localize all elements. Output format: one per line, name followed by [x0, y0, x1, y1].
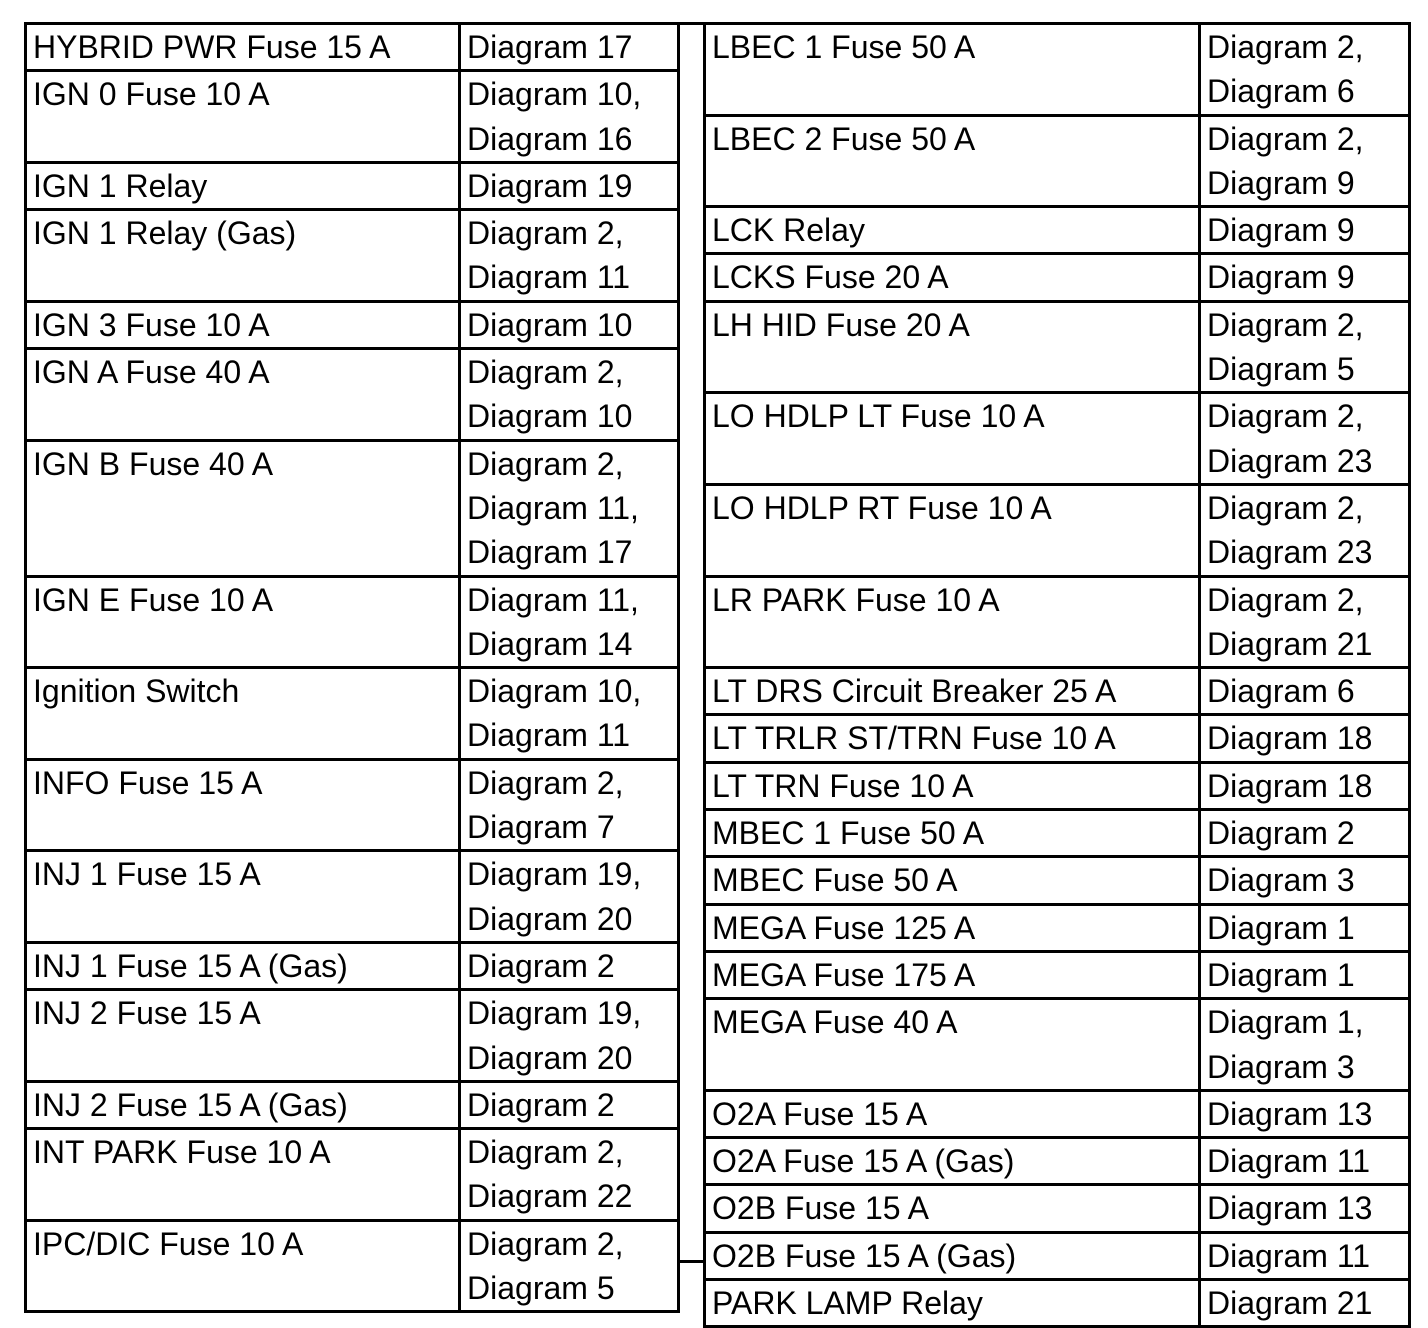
- diagram-cell: [460, 162, 679, 209]
- component-cell: [705, 810, 1200, 857]
- diagram-ref: Diagram 19,: [467, 856, 642, 893]
- component-name: IGN A Fuse 40 A: [33, 354, 270, 391]
- component-name: INJ 2 Fuse 15 A: [33, 995, 261, 1032]
- component-name: LCK Relay: [712, 212, 865, 249]
- diagram-ref: Diagram 2,: [467, 215, 624, 252]
- diagram-cell: [1200, 484, 1410, 576]
- diagram-ref: Diagram 11: [467, 259, 631, 296]
- diagram-cell: [460, 851, 679, 943]
- component-name: LT TRN Fuse 10 A: [712, 767, 974, 804]
- diagram-ref: Diagram 13: [1207, 1190, 1373, 1227]
- table-row: [705, 576, 1410, 668]
- diagram-ref: Diagram 11,: [467, 581, 639, 618]
- component-name: O2A Fuse 15 A: [712, 1095, 928, 1132]
- component-cell: [26, 990, 460, 1082]
- component-name: IGN 0 Fuse 10 A: [33, 76, 270, 113]
- component-name: O2A Fuse 15 A (Gas): [712, 1143, 1015, 1180]
- component-cell: [705, 1090, 1200, 1137]
- component-cell: [705, 762, 1200, 809]
- diagram-ref: Diagram 9: [1207, 164, 1355, 201]
- diagram-cell: [1200, 1185, 1410, 1232]
- component-cell: [705, 115, 1200, 207]
- component-name: LH HID Fuse 20 A: [712, 306, 970, 343]
- component-cell: [26, 1081, 460, 1128]
- diagram-ref: Diagram 22: [467, 1178, 633, 1215]
- table-row: [705, 254, 1410, 301]
- diagram-cell: [460, 440, 679, 576]
- table-row: [26, 210, 679, 302]
- diagram-cell: [1200, 115, 1410, 207]
- component-name: MBEC 1 Fuse 50 A: [712, 815, 985, 852]
- diagram-ref: Diagram 6: [1207, 673, 1355, 710]
- diagram-ref: Diagram 6: [1207, 73, 1355, 110]
- component-cell: [705, 484, 1200, 576]
- table-row: [705, 1185, 1410, 1232]
- table-row: [705, 857, 1410, 904]
- diagram-ref: Diagram 11,: [467, 489, 639, 526]
- diagram-ref: Diagram 17: [467, 29, 633, 65]
- component-name: INJ 1 Fuse 15 A (Gas): [33, 947, 348, 984]
- diagram-ref: Diagram 1: [1207, 909, 1355, 946]
- diagram-cell: [1200, 1138, 1410, 1185]
- diagram-ref: Diagram 10,: [467, 76, 642, 113]
- component-cell: [26, 759, 460, 851]
- component-name: LR PARK Fuse 10 A: [712, 581, 1000, 618]
- fuse-index-table-right: [703, 22, 1411, 1328]
- component-name: IGN B Fuse 40 A: [33, 445, 274, 482]
- diagram-ref: Diagram 3: [1207, 1048, 1355, 1085]
- diagram-ref: Diagram 2,: [467, 1134, 624, 1171]
- diagram-ref: Diagram 11: [1207, 1143, 1371, 1180]
- column-gap: [677, 22, 703, 1263]
- diagram-ref: Diagram 5: [1207, 351, 1355, 388]
- diagram-cell: [1200, 951, 1410, 998]
- component-name: IGN 1 Relay (Gas): [33, 215, 297, 252]
- component-cell: [26, 851, 460, 943]
- diagram-cell: [460, 1081, 679, 1128]
- component-cell: [705, 24, 1200, 116]
- diagram-cell: [1200, 576, 1410, 668]
- diagram-ref: Diagram 11: [467, 717, 631, 754]
- diagram-ref: Diagram 2,: [1207, 306, 1364, 343]
- component-cell: [705, 1232, 1200, 1279]
- table-row: [705, 484, 1410, 576]
- component-name: INT PARK Fuse 10 A: [33, 1134, 331, 1171]
- diagram-cell: [460, 24, 679, 71]
- component-cell: [705, 715, 1200, 762]
- diagram-cell: [460, 990, 679, 1082]
- component-cell: [26, 24, 460, 71]
- diagram-cell: [1200, 999, 1410, 1091]
- component-name: INJ 1 Fuse 15 A: [33, 856, 261, 893]
- component-name: HYBRID PWR Fuse 15 A: [33, 29, 391, 65]
- component-name: LO HDLP LT Fuse 10 A: [712, 398, 1045, 435]
- component-cell: [705, 1280, 1200, 1327]
- diagram-cell: [460, 1129, 679, 1221]
- component-name: IGN E Fuse 10 A: [33, 581, 274, 618]
- fuse-index-table-left: [24, 22, 680, 1313]
- diagram-ref: Diagram 2,: [467, 354, 624, 391]
- component-cell: [26, 942, 460, 989]
- table-row: [705, 904, 1410, 951]
- diagram-ref: Diagram 1,: [1207, 1004, 1364, 1041]
- component-name: LT DRS Circuit Breaker 25 A: [712, 673, 1117, 710]
- diagram-ref: Diagram 17: [467, 534, 633, 571]
- diagram-cell: [1200, 301, 1410, 393]
- table-row: [705, 715, 1410, 762]
- diagram-cell: [1200, 254, 1410, 301]
- diagram-cell: [460, 576, 679, 668]
- component-name: O2B Fuse 15 A (Gas): [712, 1237, 1017, 1274]
- diagram-ref: Diagram 18: [1207, 767, 1373, 804]
- diagram-ref: Diagram 2,: [1207, 120, 1364, 157]
- component-cell: [705, 951, 1200, 998]
- diagram-ref: Diagram 1: [1207, 956, 1355, 993]
- diagram-cell: [1200, 762, 1410, 809]
- diagram-ref: Diagram 2: [1207, 815, 1355, 852]
- diagram-ref: Diagram 7: [467, 809, 615, 846]
- diagram-ref: Diagram 9: [1207, 212, 1355, 249]
- component-name: PARK LAMP Relay: [712, 1285, 983, 1322]
- table-row: [26, 668, 679, 760]
- component-cell: [26, 71, 460, 163]
- component-cell: [705, 393, 1200, 485]
- diagram-cell: [1200, 810, 1410, 857]
- component-name: IGN 1 Relay: [33, 167, 208, 204]
- diagram-ref: Diagram 2,: [1207, 398, 1364, 435]
- diagram-cell: [460, 668, 679, 760]
- diagram-ref: Diagram 23: [1207, 534, 1373, 571]
- table-row: [705, 1280, 1410, 1327]
- diagram-ref: Diagram 2,: [467, 445, 624, 482]
- component-cell: [26, 301, 460, 348]
- diagram-ref: Diagram 2: [467, 947, 615, 984]
- component-name: INFO Fuse 15 A: [33, 764, 263, 801]
- component-cell: [705, 1185, 1200, 1232]
- table-body: [705, 24, 1410, 1327]
- diagram-ref: Diagram 18: [1207, 720, 1373, 757]
- diagram-ref: Diagram 23: [1207, 442, 1373, 479]
- table-row: [705, 1232, 1410, 1279]
- table-row: [26, 1129, 679, 1221]
- table-row: [26, 301, 679, 348]
- component-cell: [705, 999, 1200, 1091]
- diagram-ref: Diagram 2,: [1207, 489, 1364, 526]
- diagram-cell: [1200, 1280, 1410, 1327]
- diagram-ref: Diagram 5: [467, 1270, 615, 1307]
- table-row: [705, 668, 1410, 715]
- diagram-ref: Diagram 21: [1207, 625, 1373, 662]
- component-name: IGN 3 Fuse 10 A: [33, 306, 270, 343]
- component-name: LBEC 2 Fuse 50 A: [712, 120, 976, 157]
- diagram-ref: Diagram 9: [1207, 259, 1355, 296]
- component-cell: [26, 1129, 460, 1221]
- component-cell: [705, 904, 1200, 951]
- component-name: MEGA Fuse 125 A: [712, 909, 976, 946]
- component-name: MEGA Fuse 175 A: [712, 956, 976, 993]
- table-row: [705, 301, 1410, 393]
- component-cell: [26, 1220, 460, 1312]
- diagram-ref: Diagram 19,: [467, 995, 642, 1032]
- component-name: IPC/DIC Fuse 10 A: [33, 1225, 304, 1262]
- diagram-cell: [1200, 715, 1410, 762]
- diagram-ref: Diagram 19: [467, 167, 633, 204]
- table-row: [26, 24, 679, 71]
- component-cell: [26, 210, 460, 302]
- component-name: LO HDLP RT Fuse 10 A: [712, 489, 1052, 526]
- table-row: [26, 1220, 679, 1312]
- table-row: [26, 162, 679, 209]
- diagram-ref: Diagram 21: [1207, 1285, 1373, 1322]
- table-row: [705, 115, 1410, 207]
- diagram-cell: [1200, 904, 1410, 951]
- component-cell: [705, 857, 1200, 904]
- table-row: [705, 393, 1410, 485]
- component-name: O2B Fuse 15 A: [712, 1190, 930, 1227]
- diagram-cell: [460, 301, 679, 348]
- diagram-cell: [460, 942, 679, 989]
- diagram-cell: [460, 1220, 679, 1312]
- component-cell: [26, 162, 460, 209]
- diagram-cell: [460, 210, 679, 302]
- diagram-cell: [1200, 207, 1410, 254]
- diagram-ref: Diagram 10: [467, 398, 633, 435]
- component-name: LBEC 1 Fuse 50 A: [712, 29, 976, 65]
- diagram-ref: Diagram 2,: [1207, 581, 1364, 618]
- component-cell: [26, 668, 460, 760]
- table-row: [26, 440, 679, 576]
- table-row: [705, 951, 1410, 998]
- diagram-ref: Diagram 2,: [467, 1225, 624, 1262]
- table-body: [26, 24, 679, 1312]
- table-row: [26, 759, 679, 851]
- component-name: MBEC Fuse 50 A: [712, 862, 958, 899]
- component-name: INJ 2 Fuse 15 A (Gas): [33, 1086, 348, 1123]
- diagram-ref: Diagram 14: [467, 625, 633, 662]
- diagram-cell: [1200, 668, 1410, 715]
- diagram-cell: [460, 71, 679, 163]
- table-row: [26, 1081, 679, 1128]
- component-cell: [705, 207, 1200, 254]
- diagram-ref: Diagram 10: [467, 306, 633, 343]
- component-cell: [705, 1138, 1200, 1185]
- component-cell: [705, 254, 1200, 301]
- table-row: [705, 24, 1410, 116]
- table-row: [705, 810, 1410, 857]
- diagram-cell: [460, 349, 679, 441]
- table-row: [705, 999, 1410, 1091]
- diagram-ref: Diagram 11: [1207, 1237, 1371, 1274]
- table-row: [705, 207, 1410, 254]
- component-cell: [26, 440, 460, 576]
- table-row: [26, 942, 679, 989]
- component-cell: [26, 576, 460, 668]
- diagram-cell: [1200, 24, 1410, 116]
- component-cell: [705, 668, 1200, 715]
- diagram-ref: Diagram 20: [467, 1039, 633, 1076]
- table-row: [26, 990, 679, 1082]
- component-name: Ignition Switch: [33, 673, 240, 710]
- diagram-cell: [1200, 1090, 1410, 1137]
- diagram-ref: Diagram 13: [1207, 1095, 1373, 1132]
- diagram-ref: Diagram 2: [467, 1086, 615, 1123]
- table-row: [705, 1090, 1410, 1137]
- component-cell: [705, 301, 1200, 393]
- diagram-ref: Diagram 2,: [1207, 29, 1364, 65]
- diagram-ref: Diagram 20: [467, 900, 633, 937]
- diagram-ref: Diagram 16: [467, 120, 633, 157]
- diagram-ref: Diagram 2,: [467, 764, 624, 801]
- component-name: MEGA Fuse 40 A: [712, 1004, 958, 1041]
- table-row: [26, 851, 679, 943]
- table-row: [26, 71, 679, 163]
- component-name: LT TRLR ST/TRN Fuse 10 A: [712, 720, 1116, 757]
- diagram-cell: [460, 759, 679, 851]
- table-row: [26, 576, 679, 668]
- table-row: [705, 762, 1410, 809]
- diagram-cell: [1200, 857, 1410, 904]
- diagram-cell: [1200, 393, 1410, 485]
- diagram-ref: Diagram 10,: [467, 673, 642, 710]
- component-cell: [705, 576, 1200, 668]
- component-name: LCKS Fuse 20 A: [712, 259, 949, 296]
- diagram-cell: [1200, 1232, 1410, 1279]
- table-row: [705, 1138, 1410, 1185]
- table-row: [26, 349, 679, 441]
- diagram-ref: Diagram 3: [1207, 862, 1355, 899]
- component-cell: [26, 349, 460, 441]
